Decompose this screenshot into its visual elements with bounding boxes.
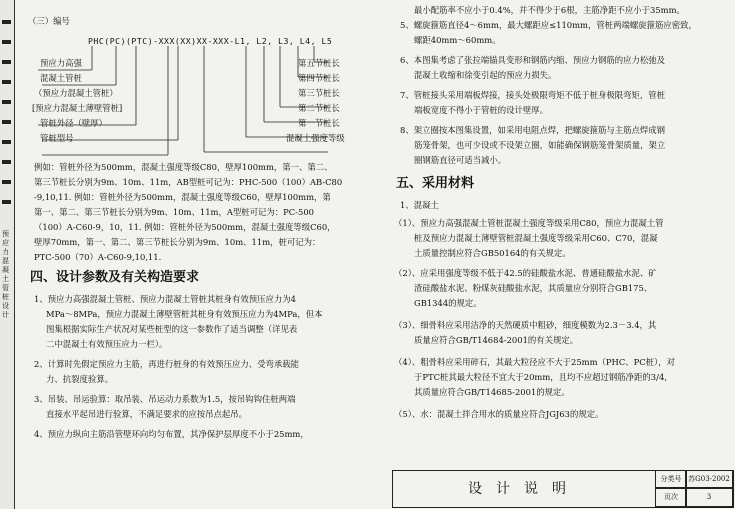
section4-line: 直接水平起吊进行验算，不满足要求的应按吊点起吊。 bbox=[46, 409, 247, 419]
code-pattern: PHC(PC)(PTC)-XXX(XX)XX-XXX-L1, L2, L3, L4, L5 bbox=[88, 36, 333, 46]
page-number: 3 bbox=[685, 488, 733, 507]
label-l3: 第三节桩长 bbox=[298, 88, 340, 98]
section4-line: 二中混凝土有效预压应力一栏）。 bbox=[46, 339, 168, 349]
section4-line: 3、吊装、吊运验算：取吊装、吊运动力系数为1.5，按吊钩钩住桩两端 bbox=[34, 394, 296, 404]
label-grade: 混凝土强度等级 bbox=[286, 133, 345, 143]
sidebar-mark bbox=[2, 80, 11, 84]
page-label: 页次 bbox=[655, 488, 687, 507]
sidebar-mark bbox=[2, 120, 11, 124]
sidebar-mark bbox=[2, 140, 11, 144]
sidebar-labels bbox=[2, 230, 12, 320]
right-line: 螺距40mm～60mm。 bbox=[414, 35, 501, 45]
example-line: 第一、第二、第三节桩长分别为9m、10m、11m，A型桩可记为：PC-500 bbox=[34, 207, 314, 217]
category-label: 分类号 bbox=[655, 470, 687, 488]
material-line: （3）、细骨料应采用洁净的天然硬质中粗砂，细度模数为2.3－3.4，其 bbox=[394, 320, 657, 330]
sidebar-char: 计 bbox=[2, 311, 9, 319]
material-line: （1）、预应力高强混凝土管桩混凝土强度等级采用C80，预应力混凝土管 bbox=[394, 218, 664, 228]
right-line: 最小配筋率不应小于0.4%，并不得少于6根，主筋净距不应小于35mm。 bbox=[414, 5, 685, 15]
section4-line: 4、预应力纵向主筋沿管壁环向均匀布置，其净保护层厚度不小于25mm， bbox=[34, 429, 309, 439]
sidebar-char: 土 bbox=[2, 275, 9, 283]
material-line: 桩及预应力混凝土薄壁管桩混凝土强度等级采用C60、C70，混凝 bbox=[414, 233, 658, 243]
example-line: 例如：管桩外径为500mm，混凝土强度等级C80，壁厚100mm，第一、第二、 bbox=[34, 162, 333, 172]
label-pc: （预应力混凝土管桩） bbox=[34, 88, 118, 98]
section5-title: 五、采用材料 bbox=[396, 176, 475, 191]
right-line: 筋笼骨架，也可少设或不设架立圈，如能确保钢筋笼骨架质量，架立 bbox=[414, 140, 666, 150]
material-line: 于PTC桩其最大粒径不宜大于20mm，且均不应超过钢筋净距的3/4， bbox=[414, 372, 673, 382]
label-concrete-pile: 混凝土管桩 bbox=[40, 73, 82, 83]
sub-heading-concrete: 1、混凝土 bbox=[400, 200, 439, 210]
example-line: 壁厚70mm，第一、第二、第三节桩长分别为9m、10m、11m，桩可记为： bbox=[34, 237, 321, 247]
example-line: 第三节桩长分别为9m、10m、11m，AB型桩可记为：PHC-500（100）AB-C80 bbox=[34, 177, 343, 187]
label-l4: 第四节桩长 bbox=[298, 73, 340, 83]
sidebar-char: 设 bbox=[2, 302, 9, 310]
right-line: 端板宽度不得小于管桩的设计壁厚。 bbox=[414, 105, 548, 115]
binding-sidebar bbox=[0, 0, 15, 509]
label-diameter: 管桩外径（壁厚） bbox=[40, 118, 107, 128]
example-line: PTC-500（70）A-C60-9,10,11. bbox=[34, 252, 162, 262]
sidebar-mark bbox=[2, 100, 11, 104]
sidebar-char: 力 bbox=[2, 248, 9, 256]
example-line: -9,10,11. 例如：管桩外径为500mm，混凝土强度等级C60，壁厚100mm，第 bbox=[34, 192, 331, 202]
section4-line: 2、计算时先假定预应力主筋，再进行桩身的有效预压应力、受弯承载能 bbox=[34, 359, 299, 369]
example-line: （100）A-C60-9，10，11. 例如：管桩外径为500mm，混凝土强度等级C60， bbox=[34, 222, 336, 232]
material-line: 渣硅酸盐水泥、粉煤灰硅酸盐水泥，其质量应分别符合GB175、 bbox=[414, 283, 653, 293]
material-line: 质量应符合GB/T14684-2001的有关规定。 bbox=[414, 335, 579, 345]
sidebar-mark bbox=[2, 20, 11, 24]
section4-title: 四、设计参数及有关构造要求 bbox=[30, 270, 200, 285]
material-line: （5）、水：混凝土拌合用水的质量应符合JGJ63的规定。 bbox=[394, 409, 604, 419]
sidebar-char: 应 bbox=[2, 239, 9, 247]
right-line: 圈钢筋直径可适当减小。 bbox=[414, 155, 507, 165]
section3-title: （三）编号 bbox=[28, 16, 70, 26]
material-line: GB1344的规定。 bbox=[414, 298, 482, 308]
sidebar-char: 桩 bbox=[2, 293, 9, 301]
label-l2: 第二节桩长 bbox=[298, 103, 340, 113]
sidebar-char: 管 bbox=[2, 284, 9, 292]
material-line: 土质量控制应符合GB50164的有关规定。 bbox=[414, 248, 571, 258]
label-l1: 第一节桩长 bbox=[298, 118, 340, 128]
sidebar-mark bbox=[2, 40, 11, 44]
right-line: 5、螺旋箍筋直径4～6mm，最大螺距应≤110mm，管桩两端螺旋箍筋应密致， bbox=[400, 20, 697, 30]
section4-line: 力、抗裂度验算。 bbox=[46, 374, 113, 384]
label-phc: 预应力高强 bbox=[40, 58, 82, 68]
sidebar-mark bbox=[2, 160, 11, 164]
sidebar-mark bbox=[2, 180, 11, 184]
sidebar-mark bbox=[2, 200, 11, 204]
title-block-title: 设计说明 bbox=[393, 471, 656, 507]
section4-line: 1、预应力高强混凝土管桩、预应力混凝土管桩其桩身有效预压应力为4 bbox=[34, 294, 296, 304]
label-l5: 第五节桩长 bbox=[298, 58, 340, 68]
label-ptc: [预应力混凝土薄壁管桩] bbox=[32, 103, 123, 113]
material-line: （2）、应采用强度等级不低于42.5的硅酸盐水泥、普通硅酸盐水泥、矿 bbox=[394, 268, 657, 278]
sidebar-char: 预 bbox=[2, 230, 9, 238]
sidebar-char: 凝 bbox=[2, 266, 9, 274]
right-line: 6、本图集考虑了张拉端锚具变形和钢筋内缩、预应力钢筋的应力松弛及 bbox=[400, 55, 665, 65]
right-line: 8、架立圈按本图集设置，如采用电阻点焊，把螺旋箍筋与主筋点焊成钢 bbox=[400, 125, 665, 135]
section4-line: MPa～8MPa，预应力混凝土薄壁管桩其桩身有效预压应力为4MPa，但本 bbox=[46, 309, 323, 319]
sidebar-mark bbox=[2, 60, 11, 64]
material-line: 其质量应符合GB/T14685-2001的规定。 bbox=[414, 387, 570, 397]
right-line: 7、管桩接头采用端板焊接，接头处极限弯矩不低于桩身极限弯矩，管桩 bbox=[400, 90, 665, 100]
category-value: 苏G03-2002 bbox=[685, 470, 733, 488]
right-line: 混凝土收缩和徐变引起的预应力损失。 bbox=[414, 70, 557, 80]
material-line: （4）、粗骨料应采用碎石，其最大粒径应不大于25mm（PHC、PC桩），对 bbox=[394, 357, 675, 367]
section4-line: 图集根据实际生产状况对某些桩型的这一参数作了适当调整（详见表 bbox=[46, 324, 298, 334]
title-block bbox=[392, 470, 734, 508]
sidebar-char: 混 bbox=[2, 257, 9, 265]
label-model: 管桩型号 bbox=[40, 133, 74, 143]
